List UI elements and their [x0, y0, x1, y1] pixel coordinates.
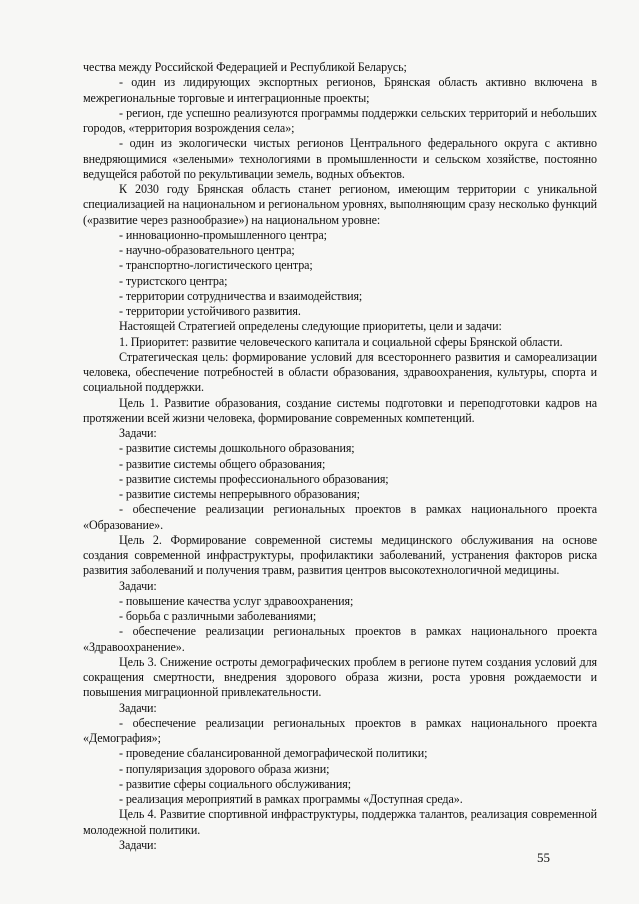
paragraph: - территории устойчивого развития. [119, 304, 301, 318]
paragraph: - научно-образовательного центра; [119, 243, 295, 257]
paragraph: Задачи: [119, 700, 157, 715]
paragraph: Настоящей Стратегией определены следующие приоритеты, цели и задачи: [119, 319, 502, 334]
paragraph: Цель 1. Развитие образования, создание системы подготовки и переподготовки кадров на протяжении всей жизни человека, формирование современных компетенций. [83, 395, 597, 425]
paragraph: - развитие системы общего образования; [119, 456, 326, 471]
paragraph: - один из лидирующих экспортных регионов, Брянская область активно включена в межрегиональные торговые и интеграционные проекты; [83, 75, 597, 105]
paragraph: Задачи: [119, 578, 157, 593]
document-body [83, 60, 597, 853]
paragraph: - один из экологически чистых регионов Центрального федерального округа с активно внедряющимися «зелеными» технологиями в промышленности и сельском хозяйстве, постоянно ведущейся работой по рекультивации земель, водных объектов. [83, 136, 597, 181]
paragraph: Цель 4. Развитие спортивной инфраструктуры, поддержка талантов, реализация современной молодежной политики. [83, 807, 597, 837]
paragraph: - развитие системы непрерывного образования; [119, 487, 360, 501]
paragraph: - проведение сбалансированной демографической политики; [119, 746, 428, 761]
paragraph: - обеспечение реализации региональных проектов в рамках национального проекта «Образование». [83, 502, 597, 532]
paragraph: Стратегическая цель: формирование условий для всестороннего развития и самореализации человека, обеспечение потребностей в области образования, здравоохранения, культуры, спорта и социальной поддержки. [83, 349, 597, 395]
paragraph: Цель 3. Снижение остроты демографических проблем в регионе путем создания условий для сокращения смертности, внедрения здорового образа жизни, роста уровня рождаемости и повышения миграционной привлекательности. [83, 654, 597, 700]
paragraph: - популяризация здорового образа жизни; [119, 761, 330, 776]
paragraph: 1. Приоритет: развитие человеческого капитала и социальной сферы Брянской области. [119, 334, 563, 349]
paragraph: - реализация мероприятий в рамках программы «Доступная среда». [119, 792, 463, 806]
page-number: 55 [537, 850, 550, 865]
paragraph: - обеспечение реализации региональных проектов в рамках национального проекта «Здравоохранение». [83, 624, 597, 654]
paragraph: - развитие системы профессионального образования; [119, 471, 389, 486]
paragraph: - обеспечение реализации региональных проектов в рамках национального проекта «Демография»; [83, 715, 597, 745]
paragraph: - территории сотрудничества и взаимодействия; [119, 288, 363, 303]
paragraph: чества между Российской Федерацией и Республикой Беларусь; [83, 60, 407, 74]
paragraph: - развитие сферы социального обслуживания; [119, 776, 352, 791]
paragraph: - регион, где успешно реализуются программы поддержки сельских территорий и небольших городов, «территория возрождения села»; [83, 105, 597, 135]
paragraph: Цель 2. Формирование современной системы медицинского обслуживания на основе создания современной инфраструктуры, профилактики заболеваний, устранения факторов риска развития заболеваний и получения травм, развития центров высокотехнологичной медицины. [83, 532, 597, 578]
paragraph: - туристского центра; [119, 273, 228, 288]
paragraph: - развитие системы дошкольного образования; [119, 441, 355, 456]
paragraph: Задачи: [119, 426, 157, 440]
paragraph: Задачи: [119, 837, 157, 852]
paragraph: - инновационно-промышленного центра; [119, 227, 327, 242]
paragraph: - борьба с различными заболеваниями; [119, 609, 317, 623]
paragraph: - транспортно-логистического центра; [119, 258, 313, 273]
paragraph: К 2030 году Брянская область станет регионом, имеющим территории с уникальной специализацией на национальном и региональном уровнях, выполняющим сразу несколько функций («развитие через разнообразие») на национальном уровне: [83, 182, 597, 227]
paragraph: - повышение качества услуг здравоохранения; [119, 593, 354, 608]
